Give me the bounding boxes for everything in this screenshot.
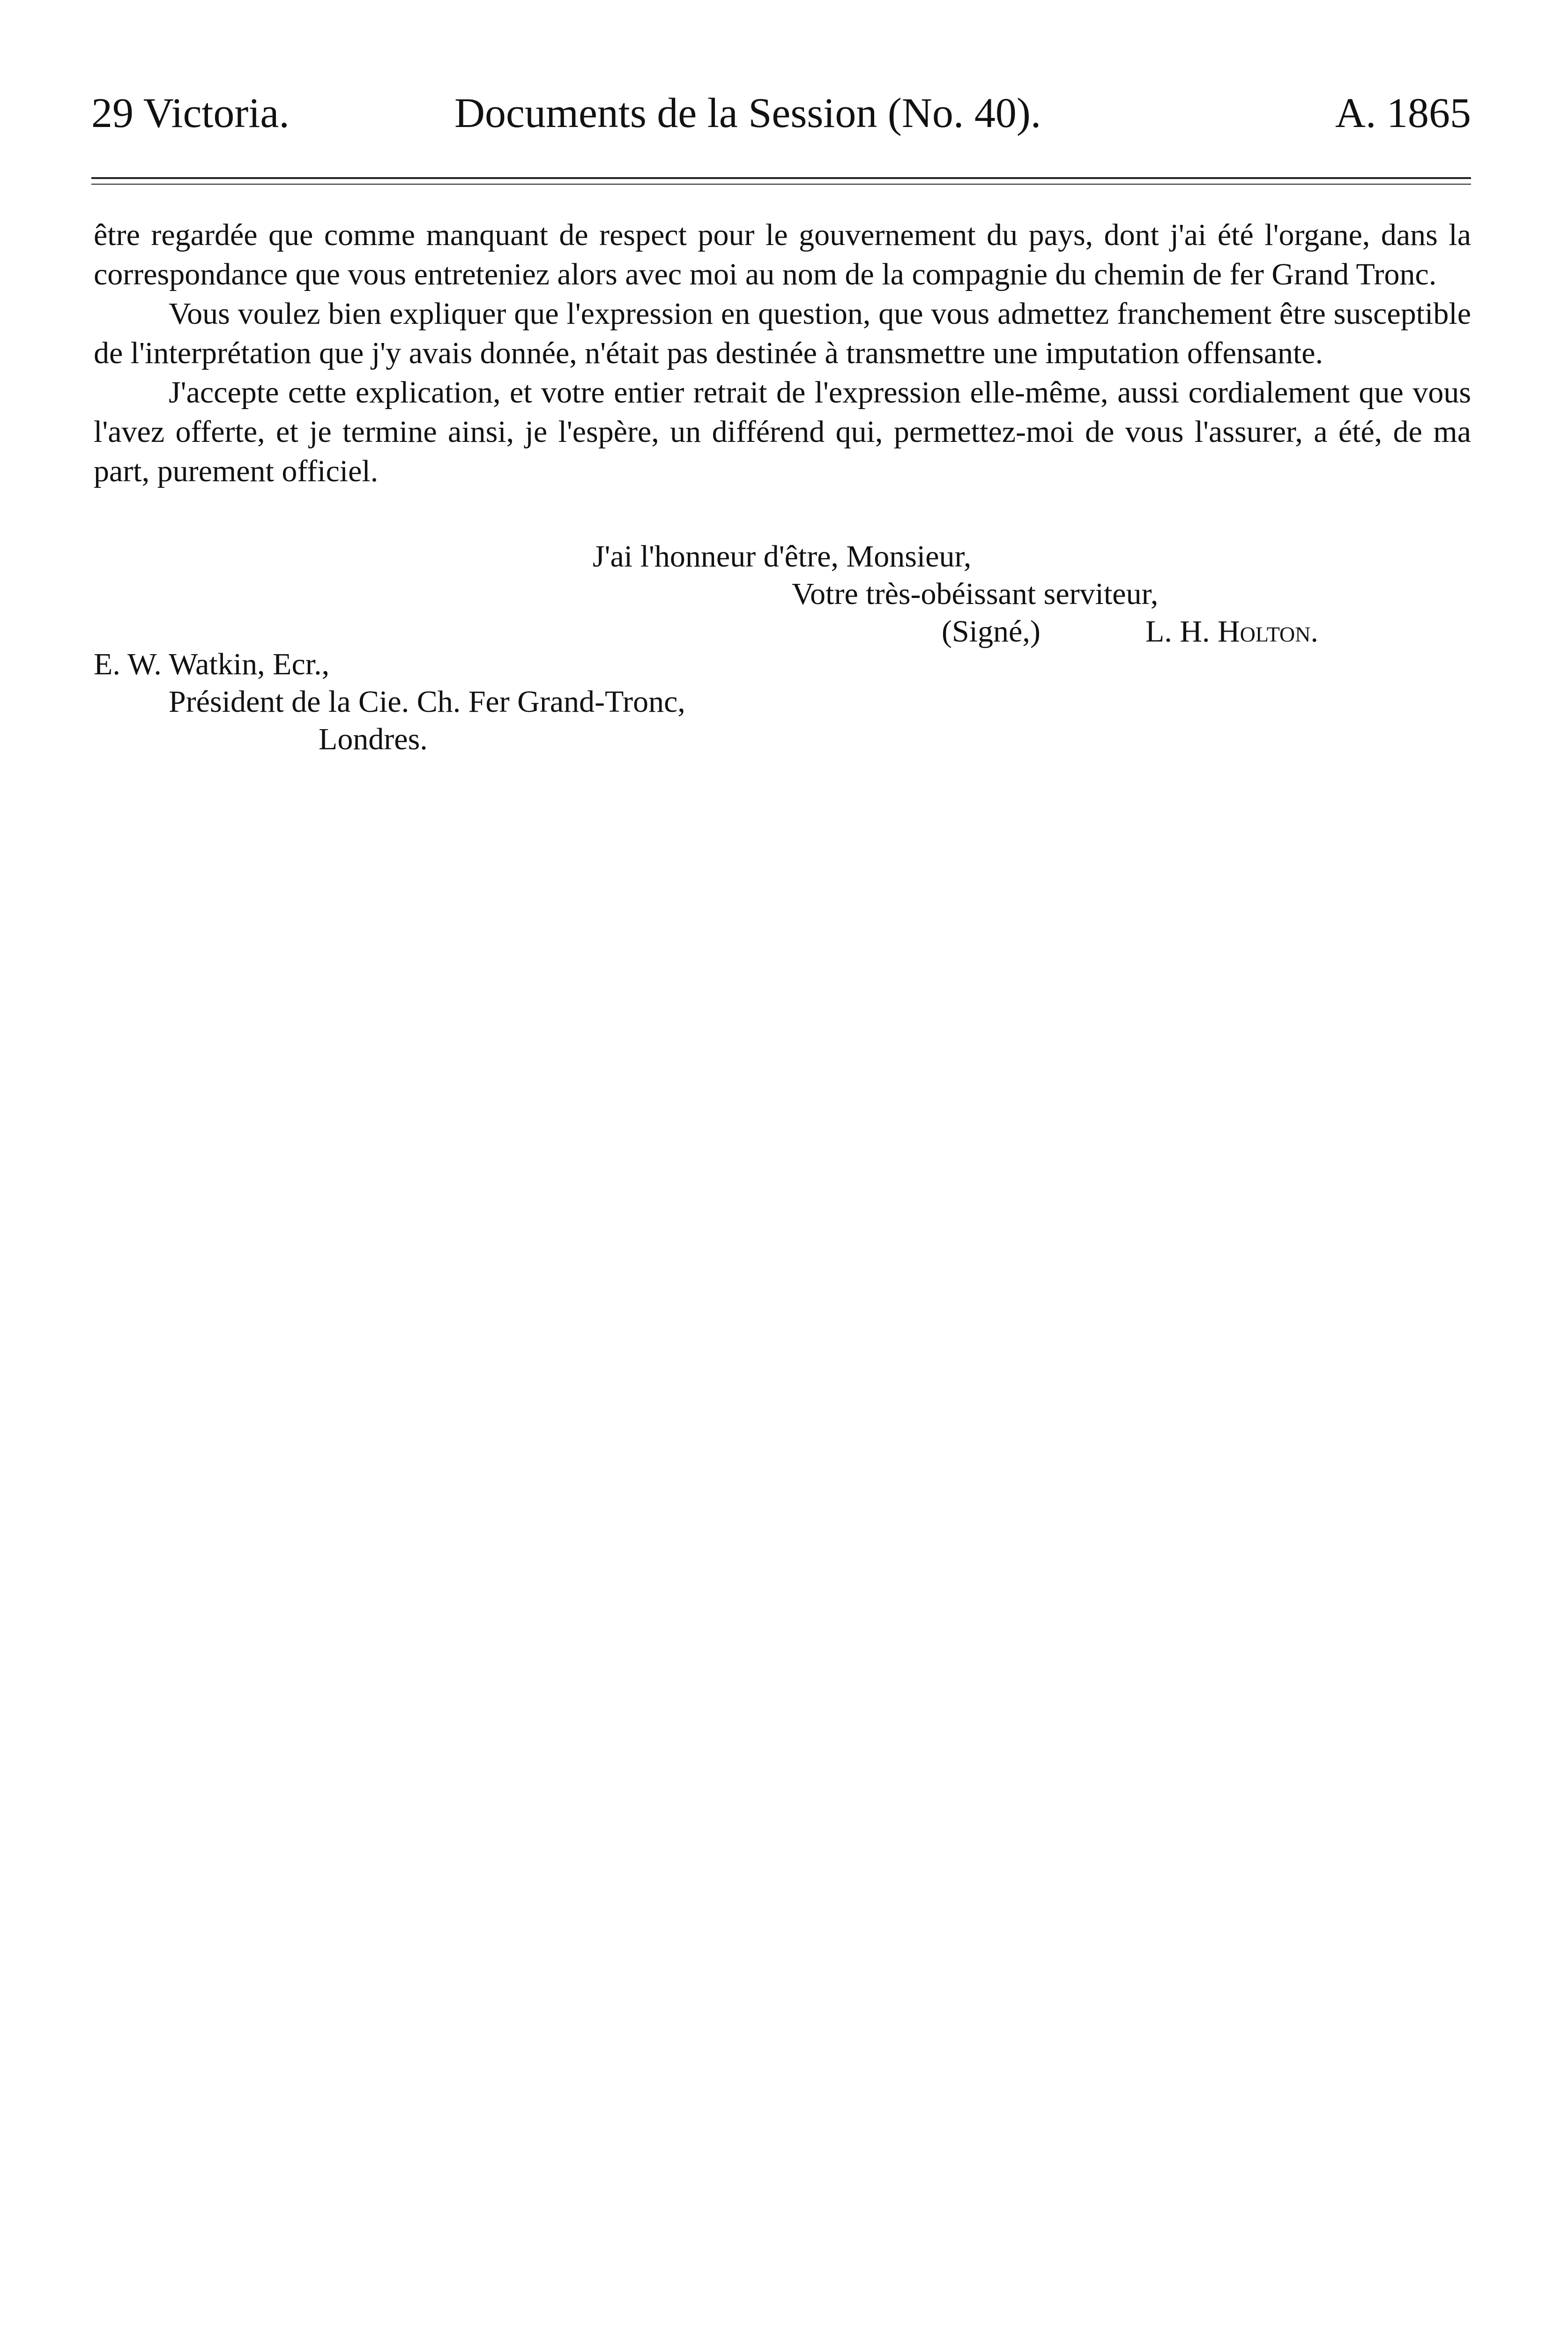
letter-body <box>94 216 1471 491</box>
header-rule-top <box>91 177 1471 179</box>
header-rule-bottom <box>91 184 1471 185</box>
addressee-title: Président de la Cie. Ch. Fer Grand-Tronc, <box>169 685 685 719</box>
closing-honour: J'ai l'honneur d'être, Monsieur, <box>593 539 972 574</box>
header-year: 29 Victoria. <box>91 90 290 136</box>
closing-servant: Votre très-obéissant serviteur, <box>792 577 1159 611</box>
closing-signed-note: (Signé,) <box>942 614 1040 649</box>
addressee-city: Londres. <box>319 722 428 756</box>
addressee-name: E. W. Watkin, Ecr., <box>94 647 330 681</box>
paragraph-acceptance: J'accepte cette explication, et votre entier retrait de l'expression elle-même, aussi cordialement que vous l'avez offerte, et je termine ainsi, je l'espère, un différend qui, permettez-moi de vous l'assurer, a été, de ma part, purement officiel. <box>94 375 1471 488</box>
page-header <box>91 89 1471 145</box>
header-session-year: A. 1865 <box>1335 90 1471 136</box>
signatory-name: L. H. Holton. <box>1145 614 1318 649</box>
paragraph-continuation: être regardée que comme manquant de respect pour le gouvernement du pays, dont j'ai été l'organe, dans la correspondance que vous entreteniez alors avec moi au nom de la compagnie du chemin de fer Grand Tronc. <box>94 218 1471 291</box>
header-title: Documents de la Session (No. 40). <box>454 90 1041 136</box>
paragraph-explanation: Vous voulez bien expliquer que l'expression en question, que vous admettez franchement être susceptible de l'interprétation que j'y avais donnée, n'était pas destinée à transmettre une imputation offensante. <box>94 297 1471 370</box>
